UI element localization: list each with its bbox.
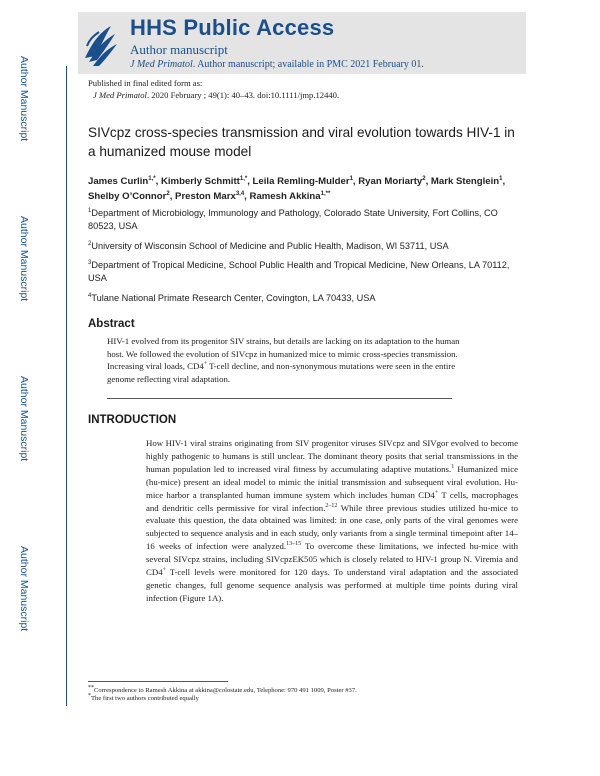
publication-info: Published in final edited form as: J Med Primatol. 2020 February ; 49(1): 40–43. doi:10.1111/jmp.12440. xyxy=(88,78,340,100)
footnote-equal-contribution: *The first two authors contributed equally xyxy=(88,693,199,703)
affiliation-3: $^3$Department of Tropical Medicine, School Public Health and Tropical Medicine, New Orleans, LA 70112, USA xyxy=(88,259,510,283)
hhs-banner xyxy=(78,12,526,74)
introduction-text: How HIV-1 viral strains originating from SIV progenitor viruses SIVcpz and SIVgor evolved to become highly pathogenic to humans is still unclear. The dominant theory posits that serial transmissions in the human population led to increased viral fitness by accumulating adaptive mutations.$^1$ Humanized mice (hu-mice) present an ideal model to mimic the initial transmission and subsequent viral evolution. Hu-mice harbor a transplanted human immune system which includes human CD4+ T cells, macrophages and dendritic cells permissive for viral infection.$^{2-12}$ While three previous studies utilized hu-mice to evaluate this question, the data obtained was limited: in one case, only parts of the viral genomes were subjected to sequence analysis and in each study, only variants from a single terminal timepoint after 14–16 weeks of infection were analyzed.$^{13-15}$ To overcome these limitations, we infected hu-mice with several SIVcpz strains, including SIVcpzEK505 which is closely related to HIV-1 group N. Viremia and CD4+ T-cell levels were monitored for 120 days. To understand viral adaptation and the associated genetic changes, full genome sequence analysis was performed at multiple time points during viral infection (Figure 1A). xyxy=(146,438,519,603)
author-name: Preston Marx xyxy=(175,191,236,202)
banner-journal-line: J Med Primatol. Author manuscript; available in PMC 2021 February 01. xyxy=(130,59,424,70)
author-name: Shelby O’Connor xyxy=(88,191,167,202)
sidebar-label: Author Manuscript xyxy=(18,216,30,302)
author-name: Ryan Moriarty xyxy=(358,176,423,187)
banner-subtitle: Author manuscript xyxy=(130,42,228,57)
footnote-divider xyxy=(88,681,228,682)
footnotes xyxy=(88,684,357,704)
paper-title: SIVcpz cross-species transmission and viral evolution towards HIV-1 in a humanized mouse model xyxy=(88,125,515,159)
author-name: Mark Stenglein xyxy=(430,176,500,187)
hhs-eagle-logo-icon xyxy=(81,16,121,70)
affiliation-1: $^1$Department of Microbiology, Immunology and Pathology, Colorado State University, Fort Collins, CO 80523, USA xyxy=(88,207,498,231)
sidebar-label: Author Manuscript xyxy=(18,56,30,142)
sidebar-label: Author Manuscript xyxy=(18,376,30,462)
abstract-divider xyxy=(107,398,452,399)
introduction-heading: INTRODUCTION xyxy=(88,414,177,426)
footnote-correspondence: **Correspondence to Ramesh Akkina at akkina@colostate.edu, Telephone: 970 491 1009, Poster #37. xyxy=(88,684,357,694)
abstract-heading: Abstract xyxy=(88,318,135,330)
author-name: Leila Remling-Mulder xyxy=(252,176,350,187)
author-name: Kimberly Schmitt xyxy=(160,176,240,187)
abstract-text: HIV-1 evolved from its progenitor SIV strains, but details are lacking on its adaptation to the human host. We followed the evolution of SIVcpz in humanized mice to mimic cross-species transmission. Increasing viral loads, CD4+ T-cell decline, and non-synonymous mutations were seen in the entire genome reflecting viral adaptation. xyxy=(107,336,460,384)
author-list: James Curlin$^{1,*}$, Kimberly Schmitt$^{1,*}$, Leila Remling-Mulder$^1$, Ryan Moriarty$^2$, Mark Stenglein$^1$, Shelby O’Connor$^2$, Preston Marx$^{3,4}$, Ramesh Akkina$^{1,**}$ xyxy=(88,175,506,202)
sidebar-label: Author Manuscript xyxy=(18,546,30,632)
affiliation-4: $^4$Tulane National Primate Research Center, Covington, LA 70433, USA xyxy=(88,292,376,303)
author-name: Ramesh Akkina xyxy=(249,191,321,202)
banner-title: HHS Public Access xyxy=(130,15,335,40)
affiliation-2: $^2$University of Wisconsin School of Medicine and Public Health, Madison, WI 53711, USA xyxy=(88,240,449,251)
sidebar-divider xyxy=(66,66,67,706)
author-name: James Curlin xyxy=(88,176,149,187)
